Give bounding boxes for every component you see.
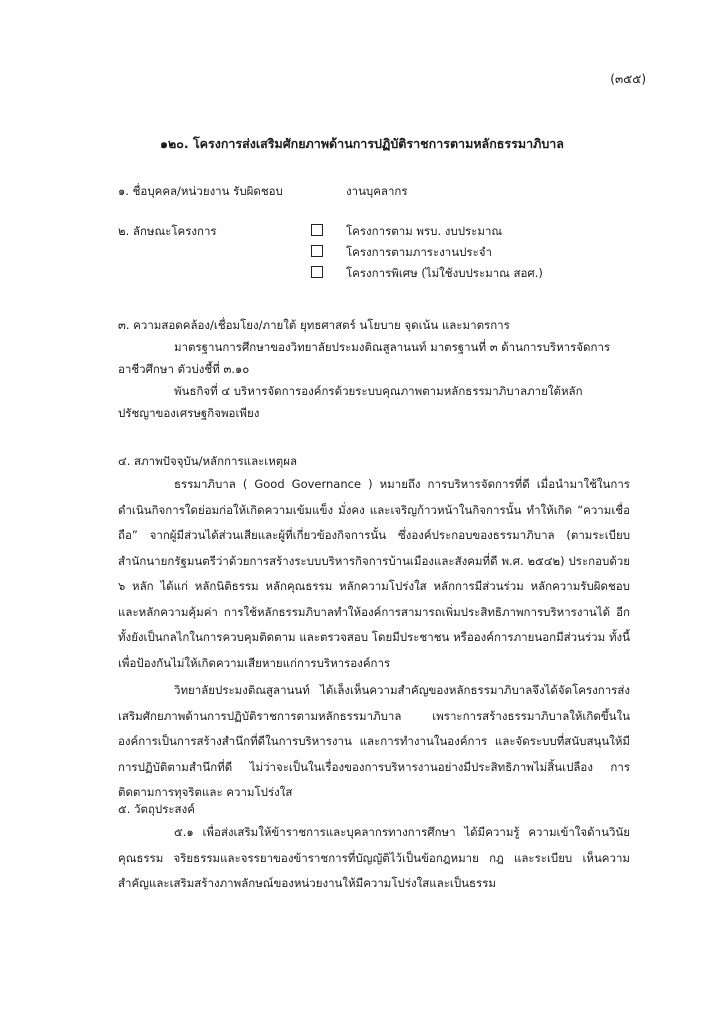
document-title: ๑๒๐. โครงการส่งเสริมศักยภาพด้านการปฏิบัติราชการตามหลักธรรมาภิบาล	[160, 136, 564, 151]
section-2-label: ๒. ลักษณะโครงการ	[118, 224, 217, 238]
section-1-label: ๑. ชื่อบุคคล/หน่วยงาน รับผิดชอบ	[118, 184, 283, 198]
section-5-paragraph-1	[118, 820, 630, 897]
section-4-paragraph-2	[118, 678, 630, 806]
section-3-line-1: มาตรฐานการศึกษาของวิทยาลัยประมงติณสูลานนท์ มาตรฐานที่ ๓ ด้านการบริหารจัดการ	[174, 340, 611, 354]
section-3-line-2: อาชีวศึกษา ตัวบ่งชี้ที่ ๓.๑๐	[118, 362, 250, 376]
section-4-paragraph-1	[118, 472, 630, 676]
checkbox-routine[interactable]	[311, 245, 323, 257]
section-4-paragraph-2-text: วิทยาลัยประมงติณสูลานนท์ ได้เล็งเห็นความสำคัญของหลักธรรมาภิบาลจึงได้จัดโครงการส่งเสริมศักยภาพด้านการปฏิบัติราชการตามหลักธรรมาภิบาล เพราะการสร้างธรรมาภิบาลให้เกิดขึ้นในองค์การเป็นการสร้างสำนึกที่ดีในการบริหารงาน และการทำงานในองค์การ และจัดระบบที่สนับสนุนให้มีการปฏิบัติตามสำนึกที่ดี ไม่ว่าจะเป็นในเรื่องของการบริหารงานอย่างมีประสิทธิภาพไม่สิ้นเปลือง การติดตามการทุจริตและ ความโปร่งใส	[118, 683, 630, 799]
section-5-heading: ๕. วัตถุประสงค์	[118, 802, 195, 816]
section-4-heading: ๔. สภาพปัจจุบัน/หลักการและเหตุผล	[118, 454, 298, 468]
section-4-paragraph-1-text: ธรรมาภิบาล ( Good Governance ) หมายถึง การบริหารจัดการที่ดี เมื่อนำมาใช้ในการดำเนินกิจการใดย่อมก่อให้เกิดความเข้มแข็ง มั่งคง และเจริญก้าวหน้าในกิจการนั้น ทำให้เกิด “ความเชื่อถือ” จากผู้มีส่วนได้ส่วนเสียและผู้ที่เกี่ยวข้องกิจการนั้น ซึ่งองค์ประกอบของธรรมาภิบาล (ตามระเบียบสำนักนายกรัฐมนตรีว่าด้วยการสร้างระบบบริหารกิจการบ้านเมืองและสังคมที่ดี พ.ศ. ๒๕๔๒) ประกอบด้วย ๖ หลัก ได้แก่ หลักนิติธรรม หลักคุณธรรม หลักความโปร่งใส หลักการมีส่วนร่วม หลักความรับผิดชอบ และหลักความคุ้มค่า การใช้หลักธรรมภิบาลทำให้องค์การสามารถเพิ่มประสิทธิภาพการบริหารงานได้ อีกทั้งยังเป็นกลไกในการควบคุมติดตาม และตรวจสอบ โดยมีประชาชน หรือองค์การภายนอกมีส่วนร่วม ทั้งนี้เพื่อป้องกันไม่ให้เกิดความเสียหายแก่การบริหารองค์การ	[118, 477, 630, 670]
checkbox-special[interactable]	[311, 266, 323, 278]
checkbox-budget[interactable]	[311, 224, 323, 236]
section-5-paragraph-1-text: ๕.๑ เพื่อส่งเสริมให้ข้าราชการและบุคลากรทางการศึกษา ได้มีความรู้ ความเข้าใจด้านวินัย คุณธรรม จริยธรรมและจรรยาของข้าราชการที่บัญญัติไว้เป็นข้อกฎหมาย กฎ และระเบียบ เห็นความสำคัญและเสริมสร้างภาพลักษณ์ของหน่วยงานให้มีความโปร่งใสและเป็นธรรม	[118, 825, 630, 890]
section-3-line-4: ปรัชญาของเศรษฐกิจพอเพียง	[118, 406, 260, 420]
page-number: (๓๕๕)	[610, 72, 646, 86]
section-1-value: งานบุคลากร	[346, 184, 408, 198]
section-3-line-3: พันธกิจที่ ๔ บริหารจัดการองค์กรด้วยระบบคุณภาพตามหลักธรรมาภิบาลภายใต้หลัก	[174, 384, 583, 398]
option-budget: โครงการตาม พรบ. งบประมาณ	[346, 224, 503, 238]
section-3-heading: ๓. ความสอดคล้อง/เชื่อมโยง/ภายใต้ ยุทธศาสตร์ นโยบาย จุดเน้น และมาตรการ	[118, 318, 510, 332]
option-special: โครงการพิเศษ (ไม่ใช้งบประมาณ สอศ.)	[346, 266, 543, 280]
option-routine: โครงการตามภาระงานประจำ	[346, 245, 492, 259]
